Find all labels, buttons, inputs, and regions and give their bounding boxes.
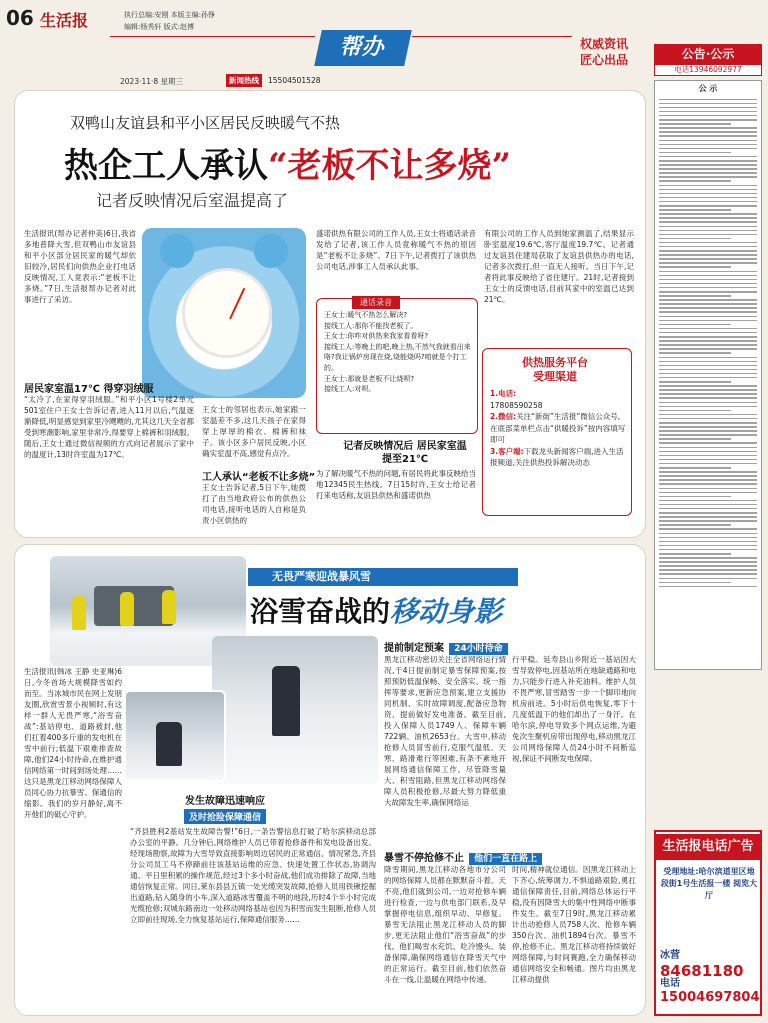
sub3-col2: 时间,精神就位通信。因黑龙江移动上下齐心,统筹调力,不惧道路艰险,勇扛通信保障责任,目前,网络总体运行平稳,没有因降雪大的集中性网络中断事件发生。截至7日9时,黑龙江移动累计出动抢修人员758人次、抢修车辆350台次、油机1894台次。暴雪不停,抢修不止。黑龙江移动将持续做好网络保障,与时间赛跑,全力确保移动通信网络安全和畅通。图片均由黑龙江移动提供: [512, 865, 636, 984]
notice-text-line: [659, 238, 731, 240]
notice-heading: 公告·公示: [654, 44, 762, 64]
call-line: 王女士:那就是老板不让烧呗?: [324, 374, 415, 383]
notice-text-line: [659, 434, 757, 436]
sub3-tag: 他们一直在路上: [469, 853, 542, 865]
notice-text-line: [659, 226, 757, 228]
notice-text-line: [659, 528, 757, 530]
notice-text-line: [659, 479, 757, 481]
bell-right-icon: [254, 234, 288, 268]
service-phone-value: 17808590258: [490, 400, 543, 410]
ad-title: 生活报电话广告: [656, 834, 760, 860]
notice-text-line: [659, 279, 757, 281]
notice-text-line: [659, 140, 757, 142]
section2-title: 工人承认“老板不让多烧”: [202, 472, 316, 483]
notice-text-line: [659, 254, 757, 256]
headline-quote: “老板不让多烧”: [268, 146, 512, 186]
ad-phone-1-number: 84681180: [660, 962, 744, 980]
notice-text-line: [659, 508, 757, 510]
notice-text-line: [659, 111, 757, 113]
notice-text-line: [659, 483, 757, 485]
worker-figure: [156, 722, 182, 766]
notice-text-line: [659, 123, 731, 125]
notice-text-line: [659, 230, 757, 232]
article-lead: 生活报讯(帮办记者仲美)6日,我省多地普降大雪,但双鸭山市友谊县和平小区部分居民家的暖气却依旧较冷,居民们向供热企业打电话反映情况,工人竟表示:“老板不让多烧。”7日,生活报帮办记者对此事进行了采访。: [24, 229, 136, 304]
notice-text-line: [659, 410, 731, 412]
ad-phone-2-label: 电话: [660, 978, 680, 989]
headline-main: 热企工人承认: [64, 146, 268, 186]
notice-text-line: [659, 533, 757, 535]
notice-text-line: [659, 99, 757, 101]
notice-text-line: [659, 418, 757, 420]
call-line: 接线工人:对呗。: [324, 385, 376, 394]
notice-text-line: [659, 197, 757, 199]
notice-text-line: [659, 201, 757, 203]
notice-text-line: [659, 393, 757, 395]
notice-text-line: [659, 176, 757, 178]
article-kicker: 双鸭山友谊县和平小区居民反映暖气不热: [70, 114, 341, 132]
notice-text-line: [659, 275, 757, 277]
hotline-number: 15504501528: [268, 76, 321, 85]
notice-text-line: [659, 492, 757, 494]
slogan-line-2: 匠心出品: [580, 53, 629, 67]
ad-address: 受理地址:哈尔滨道里区地段街1号生活报一楼 阅览大厅: [660, 867, 758, 900]
notice-text-line: [659, 361, 757, 363]
bell-left-icon: [160, 234, 194, 268]
notice-text-line: [659, 271, 757, 273]
notice-text-line: [659, 234, 757, 236]
notice-text-line: [659, 389, 757, 391]
sub2-body: “齐县胜利2基站发生故障告警!”6日,一条告警信息打破了哈尔滨移动总部办公室的平静。几分钟后,网络维护人员已带着抢修备件和发电设备出发。经现场勘察,故障为大雪导致直接影响周边居民的正常通信。情况紧急,齐县分公司员工马不停蹄前往该基站运维的应急、快速处置工作状态,协调沟通、平日里积累的操作规范,经过3个多小时奋战,他们成功排除了故障,当地通信恢复正常。同日,莱东县县五镇一处光缆突发故障,抢修人员用铁锹挖掘出道路,钻入随身的小车,深入道路冰雪覆盖不明的地段,历时4个半小时完成光缆抢修;双城东路南边一处移动网络基站也因为积雪而发生阻断,抢修人员立即前往现场,全力恢复基站运行,保障通信服务……: [130, 827, 376, 924]
bottom-title: [250, 590, 502, 630]
notice-text-line: [659, 582, 731, 584]
notice-text-line: [659, 291, 757, 293]
notice-text-line: [659, 344, 757, 346]
notice-text-line: [659, 164, 757, 166]
notice-text-line: [659, 496, 731, 498]
notice-text-line: [659, 135, 757, 137]
snow-photo-kneeling: [124, 690, 226, 782]
sub1-body: 黑龙江移动密切关注全省网络运行情况,于4日提前制定暴雪保障预案,按照预防低温保畅、安全落实、统一指挥等要求,更新应急预案,建立支援协同机制、实时故障调度,配备应急物资、提前做好发电准备。截至目前,投入保障人员1749人、保障车辆722辆、油机2653台。大雪中,移动抢修人员冒雪前行,克服气温低、天寒、路滑难行等困难,有条不紊地开展网络通信保障工作。尽管降雪量大、积雪阻路,但黑龙江移动网络保障人员积极抢修,尽最大努力降低重大故障发生率,确保网络运: [384, 655, 506, 807]
notice-text-line: [659, 578, 757, 580]
notice-text-line: [659, 127, 757, 129]
notice-text-line: [659, 189, 757, 191]
notice-text-line: [659, 246, 757, 248]
notice-text-line: [659, 442, 757, 444]
notice-text-line: [659, 426, 757, 428]
dateline: 2023·11·8 星期三: [120, 77, 184, 86]
thermometer-dial: [182, 268, 272, 358]
notice-text-line: [659, 385, 757, 387]
notice-text-line: [659, 565, 757, 567]
notice-text-line: [659, 156, 757, 158]
notice-text-line: [659, 320, 757, 322]
notice-text-line: [659, 557, 757, 559]
header-rule-right: [412, 36, 572, 37]
notice-title: 公 示: [698, 84, 718, 93]
section2-body: 王女士告诉记者,5日下午,她拨打了由当地政府公布的供热公司电话,接听电话的人自称是负责小区供热的: [202, 483, 306, 525]
call-line: 王女士:你咋对供热来我家看看呀?: [324, 332, 429, 341]
service-app-value: 下载龙头新闻客户端,进入生活报频道,关注供热投诉解决动态: [490, 446, 624, 467]
sub2-heading: [184, 792, 266, 824]
notice-text-line: [659, 537, 757, 539]
notice-text-line: [659, 316, 757, 318]
notice-text-line: [659, 569, 757, 571]
call-recording-text: [324, 310, 474, 395]
notice-text-line: [659, 172, 757, 174]
sub1-heading: [384, 636, 508, 655]
notice-text-line: [659, 553, 731, 555]
notice-text-line: [659, 168, 757, 170]
notice-text-line: [659, 221, 757, 223]
notice-text-line: [659, 119, 757, 121]
notice-text-line: [659, 365, 757, 367]
notice-text-line: [659, 332, 757, 334]
notice-text-line: [659, 475, 757, 477]
notice-text-line: [659, 242, 757, 244]
hotline-label: 新闻热线: [226, 74, 262, 87]
notice-text-line: [659, 185, 757, 187]
section3-title: 记者反映情况后 居民家室温提至21℃: [343, 441, 467, 465]
notice-text-line: [659, 406, 757, 408]
notice-text-line: [659, 373, 757, 375]
notice-text-line: [659, 369, 757, 371]
notice-text-line: [659, 217, 757, 219]
notice-text-line: [659, 414, 757, 416]
staff-line-2: 编辑:杨秀轩 版式:赵博: [124, 23, 194, 31]
worker-figure: [120, 592, 134, 626]
notice-text-line: [659, 287, 757, 289]
notice-text-line: [659, 451, 757, 453]
notice-text-line: [659, 295, 731, 297]
worker-figure: [272, 666, 300, 736]
notice-text-line: [659, 561, 757, 563]
worker-figure: [162, 590, 176, 624]
notice-text-line: [659, 377, 757, 379]
notice-text-line: [659, 524, 731, 526]
thermometer-photo: [142, 228, 306, 398]
notice-text-line: [659, 299, 757, 301]
notice-text-line: [659, 258, 757, 260]
notice-text-line: [659, 336, 757, 338]
call-line: 接线工人:那你不能找老板了。: [324, 321, 418, 330]
bottom-lead: 生活报讯(韩冰 王静 史亚琳)6日,今冬首场大规模降雪如约而至。当冰城市民在网上发朋友圈,欣赏雪景小视频时,有这样一群人无畏严寒,“浴雪奋战”:基站停电、道路被封,他们扛着400多斤重的发电机在雪中前行;低温下艰难排查故障,他们24小时待命,在维护通信网络第一时间到场处理……这只是黑龙江移动网络保障人员同心协力抗暴雪、保通信的缩影。我们的岁月静好,离不开他们的砥心守护。: [24, 667, 122, 819]
service-body: [490, 388, 626, 469]
service-title-line-2: 受理渠道: [533, 370, 577, 383]
notice-text-line: [659, 213, 757, 215]
article-headline: [64, 138, 511, 187]
notice-text-line: [659, 402, 757, 404]
paper-name: 生活报: [40, 11, 89, 30]
sub3-heading: [384, 846, 542, 865]
service-phone-label: 1.电话:: [490, 389, 517, 398]
service-wechat-value: 关注“新街”生活报”微信公众号,在底部菜单栏点击“供暖投诉”按内容填写即可: [490, 412, 626, 444]
dial-needle: [229, 288, 245, 320]
section1-body: “太冷了,在家得穿羽绒服。”和平小区1号楼2单元501室住户王女士告诉记者,进入11月以后,气温逐渐降低,明显感觉到家里冷飕飕的,尤其这几天全省都受到寒潮影响,家里非常冷,得要穿上棉裤和羽绒服。随后,王女士通过微信视频的方式向记者展示了家中的温度计,13时许室温为17℃。: [24, 395, 194, 459]
notice-text-line: [659, 500, 757, 502]
notice-text-line: [659, 422, 757, 424]
sub2-title: 发生故障迅速响应: [185, 796, 265, 807]
section-badge: 帮办: [314, 30, 412, 66]
notice-text-line: [659, 283, 757, 285]
notice-text-line: [659, 205, 757, 207]
notice-phone: 电话13946092977: [654, 64, 762, 76]
bottom-banner: 无畏严寒迎战暴风雪: [248, 568, 518, 586]
notice-text-line: [659, 430, 757, 432]
worker-figure: [72, 596, 86, 630]
sub1-title: 提前制定预案: [384, 643, 444, 654]
sub3-body: 降雪期间,黑龙江移动各地市分公司的网络保障人员都在默默奋斗着。天不亮,他们就到公司,一边对抢修车辆进行检查,一边与供电部门联系,及早掌握停电信息,组织早动、早修复。暴雪无法阻止黑龙江移动人员的脚步,更无法阻止他们“浴雪奋战”的步伐。他们喝雪水充饥、吃冷馒头、装备保障,确保网络通信在降雪天气中的正常运行。截至目前,他们依然奋斗在一线,让温暖在网络中传递。: [384, 865, 506, 984]
bottom-title-highlight: 移动身影: [390, 595, 503, 628]
snow-photo-walker: [212, 636, 378, 784]
notice-text-line: [659, 303, 757, 305]
notice-text-line: [659, 455, 757, 457]
service-wechat-label: 2.微信:: [490, 412, 517, 421]
service-app-label: 3.客户端:: [490, 446, 524, 456]
notice-text-line: [659, 209, 731, 211]
notice-text-line: [659, 107, 757, 109]
notice-text-line: [659, 397, 757, 399]
notice-text-line: [659, 324, 731, 326]
ad-phone-1-label: 冰营: [660, 950, 680, 961]
ad-phone-2: [660, 974, 768, 1005]
sub1-tag: 24小时待命: [449, 643, 508, 655]
notice-text-line: [659, 586, 757, 588]
notice-text-line: [659, 512, 757, 514]
notice-column: [654, 80, 762, 670]
notice-text-line: [659, 352, 731, 354]
notice-text-line: [659, 152, 731, 154]
notice-text-line: [659, 307, 757, 309]
notice-text-line: [659, 328, 757, 330]
notice-text-line: [659, 340, 757, 342]
notice-text-line: [659, 131, 757, 133]
notice-text-line: [659, 266, 731, 268]
notice-text-line: [659, 381, 731, 383]
notice-text-line: [659, 438, 731, 440]
page-number: 06: [6, 6, 34, 30]
section3-body: 为了解决暖气不热的问题,有居民将此事反映给当地12345民生热线。7日15时许,王女士给记者打来电话称,友谊县供热和盛诺供热: [316, 469, 476, 500]
sub2-tag: 及时抢险保障通信: [184, 809, 266, 824]
notice-text-line: [659, 541, 757, 543]
notice-text-line: [659, 459, 757, 461]
notice-text-line: [659, 573, 757, 575]
slogan: [580, 36, 628, 68]
notice-text-line: [659, 545, 757, 547]
call-recording-tag: 通话录音: [352, 296, 400, 309]
notice-text-line: [659, 193, 757, 195]
notice-text-line: [659, 115, 757, 117]
call-line: 王女士:暖气不热怎么解决?: [324, 311, 408, 319]
notice-text-line: [659, 467, 731, 469]
notice-text-block: [655, 99, 761, 588]
sub3-title: 暴雪不停抢修不止: [384, 853, 464, 864]
service-title: [500, 356, 610, 384]
sub1-col2: 行平稳。延寿县山乡附近一基站因大雪导致停电,因基站所在地缺通路和电力,只能步行进入补充油料。维护人员不畏严寒,冒雪踏雪一步一个脚印地向机房前进。5小时后供电恢复,零下十几度低温下的他们却出了一身汗。在哈尔滨,停电导致多个网点运维,为避免次生聚机房带出现停电,移动黑龙江公司网络保障人员24小时不间断巡视,保证不间断发电保障。: [512, 655, 636, 763]
notice-text-line: [659, 103, 757, 105]
notice-text-line: [659, 504, 757, 506]
notice-text-line: [659, 262, 757, 264]
section1-title: 居民家室温17℃ 得穿羽绒服: [24, 384, 154, 395]
notice-text-line: [659, 516, 757, 518]
bottom-title-main: 浴雪奋战的: [250, 595, 391, 628]
call-line: 接线工人:等晚上的吧,晚上热,不然气我就看出来咯?我让锅炉房现在烧,烧能烧吗?咱就是个打工的。: [324, 342, 471, 372]
service-title-line-1: 供热服务平台: [522, 356, 588, 369]
notice-text-line: [659, 471, 757, 473]
article-subhead: 记者反映情况后室温提高了: [96, 191, 289, 210]
notice-text-line: [659, 311, 757, 313]
notice-text-line: [659, 488, 757, 490]
notice-text-line: [659, 357, 757, 359]
notice-text-line: [659, 520, 757, 522]
notice-text-line: [659, 180, 731, 182]
notice-text-line: [659, 463, 757, 465]
notice-text-line: [659, 144, 757, 146]
notice-text-line: [659, 148, 757, 150]
notice-text-line: [659, 160, 757, 162]
ad-phone-2-number: 15004697804: [660, 990, 760, 1005]
notice-text-line: [659, 549, 757, 551]
notice-text-line: [659, 447, 757, 449]
header-rule: [110, 36, 315, 37]
notice-text-line: [659, 348, 757, 350]
staff-line-1: 执行总编:安刚 本版主编:孙铮: [124, 11, 215, 19]
slogan-line-1: 权威资讯: [580, 37, 629, 51]
col2-body: 王女士的邻居也表示,她家跟一室温差不多,这几天孩子在家得穿上厚厚的棉衣、棉裤和袜子。该小区多户居民反映,小区确实室温不高,感觉有点冷。: [202, 405, 306, 458]
col3-body: 盛诺供热有限公司的工作人员,王女士将通话录音发给了记者,该工作人员竟称暖气不热的原因是“老板不让多烧”。7日下午,记者拨打了该供热公司电话,涉事工人员承认此事。: [316, 229, 476, 271]
col4-body: 有限公司的工作人员到她家测温了,结果显示卧室温度19.6℃,客厅温度19.7℃。记者通过友谊县住建局获取了友谊县供热办的电话,记者多次拨打,但一直无人接听。当日下午,记者将此事反映给了省住建厅。21时,记者接到王女士的反馈电话,目前其家中的室温已达到21℃。: [484, 229, 634, 304]
notice-text-line: [659, 250, 757, 252]
